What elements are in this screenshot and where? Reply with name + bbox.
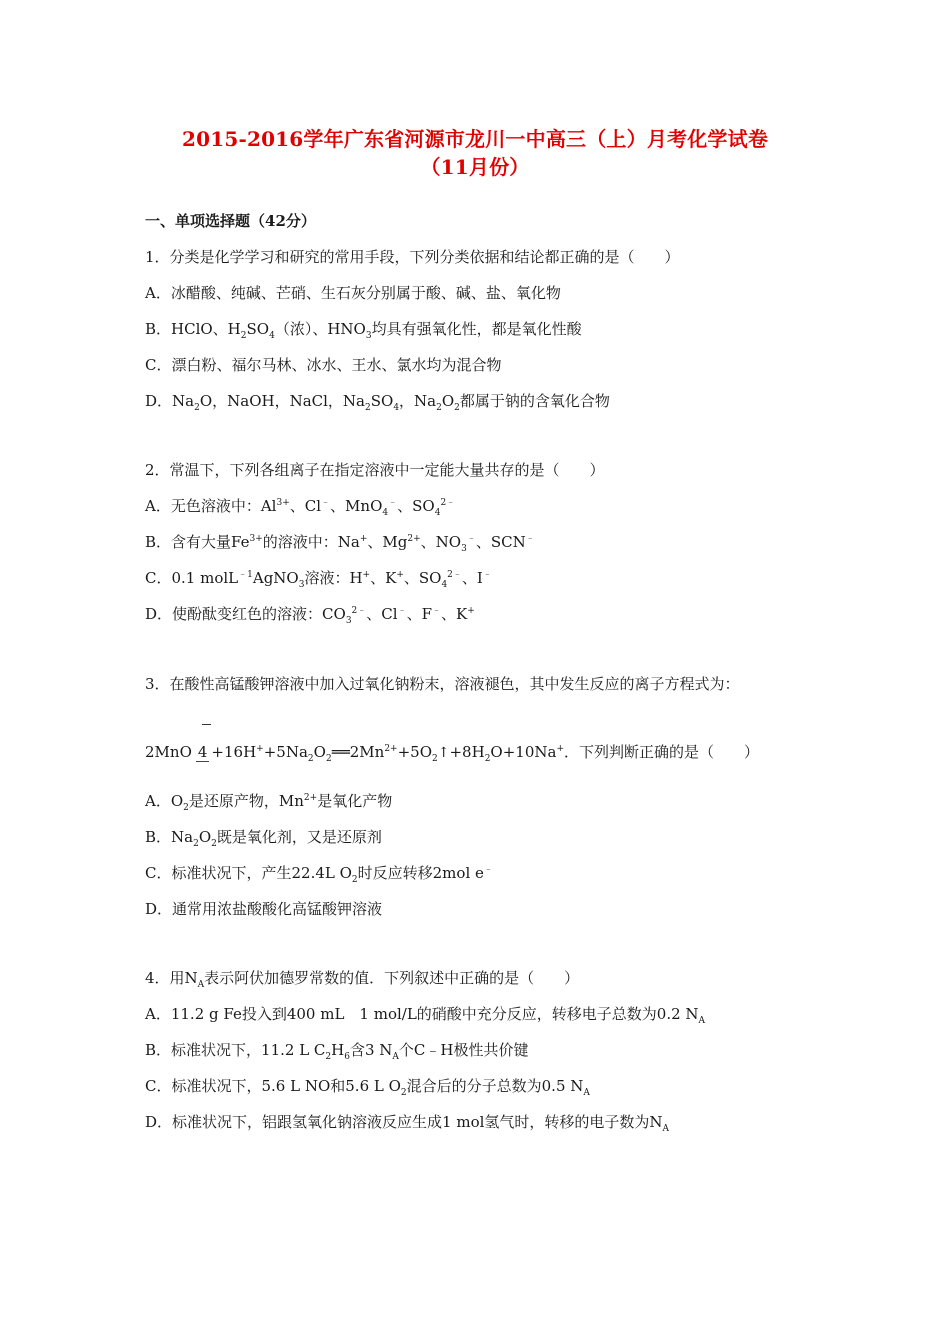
q2-option-c: C．0.1 molL$^{﹣1}$AgNO$_3$溶液：H+、K+、$SO_4^{2﹣}$、I﹣ (145, 569, 492, 590)
gas-arrow-icon: ↑ (437, 745, 450, 761)
section-heading: 一、单项选择题（42分） (145, 212, 316, 230)
q1-option-a: A．冰醋酸、纯碱、芒硝、生石灰分别属于酸、碱、盐、氧化物 (145, 284, 561, 302)
q3-stem: 3．在酸性高锰酸钾溶液中加入过氧化钠粉末，溶液褪色，其中发生反应的离子方程式为： (145, 675, 740, 693)
q3-option-c: C．标准状况下，产生22.4L $O_2$时反应转移2mol e﹣ (145, 864, 493, 885)
q4-option-c: C．标准状况下，5.6 L NO和5.6 L $O_2$混合后的分子总数为0.5 $N_A$ (145, 1077, 590, 1098)
q1-stem: 1．分类是化学学习和研究的常用手段，下列分类依据和结论都正确的是（ ） (145, 248, 680, 266)
exam-title-line-1: 2015-2016学年广东省河源市龙川一中高三（上）月考化学试卷 (181, 127, 769, 151)
q3-option-a: A．$O_2$是还原产物，$Mn^{2+}$是氧化产物 (145, 792, 393, 813)
q2-stem: 2．常温下，下列各组离子在指定溶液中一定能大量共存的是（ ） (145, 461, 605, 479)
q2-option-a: A．无色溶液中：$Al^{3+}$、Cl﹣、MnO$_4$﹣、$SO_4^{2﹣}$ (145, 497, 456, 518)
q4-option-a: A．11.2 g Fe投入到400 mL 1 mol/L的硝酸中充分反应，转移电子总数为0.2 $N_A$ (145, 1005, 706, 1026)
q3-ionic-equation: 2MnO $4 +16H^++5Na_2O_2══2Mn^{2+}+5O_2↑+8H_2O+10Na^+$．下列判断正确的是（ ） (145, 741, 759, 762)
exam-title-line-2: （11月份） (420, 155, 530, 179)
q2-option-b: B．含有大量$Fe^{3+}$的溶液中：Na+、$Mg^{2+}$、$NO_3^﹣$、SCN﹣ (145, 533, 535, 554)
q1-option-d: D．$Na_2O$，NaOH，NaCl，$Na_2SO_4$，$Na_2O_2$都属于钠的含氧化合物 (145, 392, 610, 413)
q4-option-d: D．标准状况下，铝跟氢氧化钠溶液反应生成1 mol氢气时，转移的电子数为$N_A$ (145, 1113, 670, 1134)
q3-option-b: B．$Na_2O_2$既是氧化剂，又是还原剂 (145, 828, 382, 849)
q4-stem: 4．用$N_A$表示阿伏加德罗常数的值．下列叙述中正确的是（ ） (145, 969, 580, 990)
q4-option-b: B．标准状况下，11.2 L $C_2H_6$含3 $N_A$个C﹣H极性共价键 (145, 1041, 529, 1062)
charge-bar (202, 724, 211, 725)
permanganate-subscript-box: 4 (196, 743, 210, 762)
q1-option-b: B．HClO、$H_2SO_4$（浓）、$HNO_3$均具有强氧化性，都是氧化性酸 (145, 320, 582, 341)
q1-option-c: C．漂白粉、福尔马林、冰水、王水、氯水均为混合物 (145, 356, 502, 374)
q2-option-d: D．使酚酞变红色的溶液：$CO_3^{2﹣}$、Cl﹣、F﹣、K+ (145, 605, 475, 626)
q3-option-d: D．通常用浓盐酸酸化高锰酸钾溶液 (145, 900, 383, 918)
